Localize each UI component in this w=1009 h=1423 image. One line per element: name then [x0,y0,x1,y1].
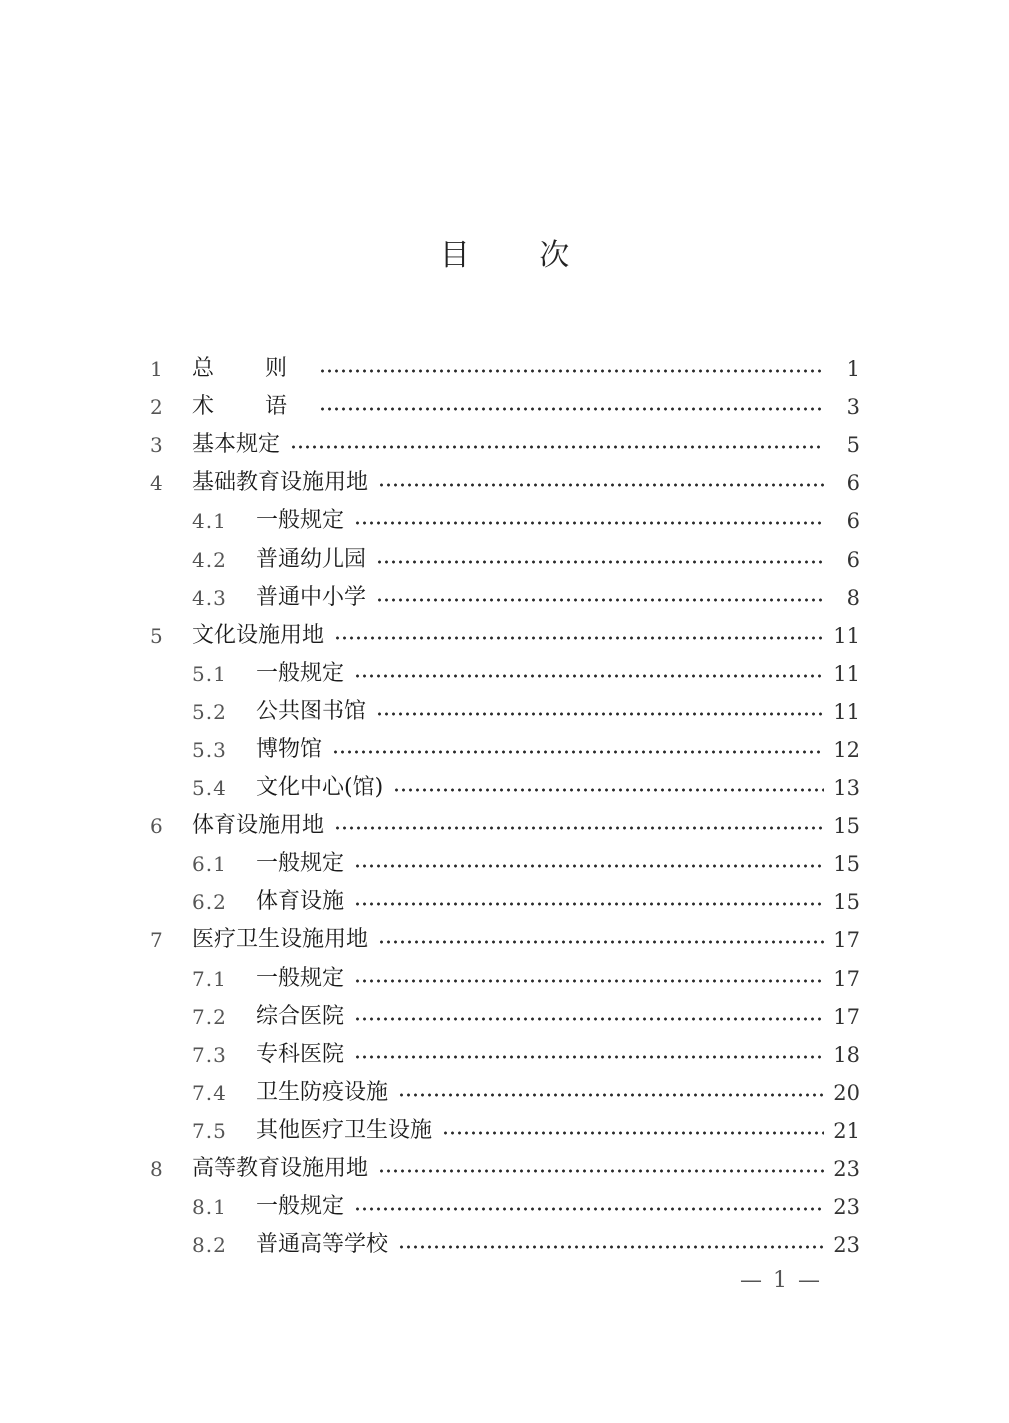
toc-entry-title: 医疗卫生设施用地 [192,927,369,953]
toc-entry-title: 基本规定 [192,432,281,458]
dot-leader [378,940,824,944]
toc-entry-title: 一般规定 [256,851,345,877]
toc-section-entry[interactable] [150,960,860,998]
dot-leader [319,369,824,373]
toc-entry-number: 7.4 [192,1080,227,1105]
toc-section-entry[interactable] [150,1188,860,1226]
toc-entry-title: 高等教育设施用地 [192,1156,369,1182]
toc-entry-title: 博物馆 [256,736,323,762]
toc-entry-page: 11 [833,623,860,648]
toc-section-entry[interactable] [150,731,860,769]
toc-entry-page: 1 [846,357,860,382]
dot-leader [378,483,824,487]
toc-entry-number: 8 [150,1157,163,1182]
toc-entry-number: 5 [150,623,163,648]
toc-entry-page: 12 [833,737,860,762]
toc-section-entry[interactable] [150,883,860,921]
dot-leader [376,712,824,716]
toc-entry-number: 7.3 [192,1042,227,1067]
dot-leader [334,826,824,830]
toc-entry-title: 普通高等学校 [256,1232,389,1258]
toc-chapter-entry[interactable] [150,426,860,464]
toc-chapter-entry[interactable] [150,807,860,845]
toc-entry-page: 21 [833,1118,860,1143]
toc-entry-number: 1 [150,357,163,382]
toc-section-entry[interactable] [150,1074,860,1112]
toc-section-entry[interactable] [150,579,860,617]
toc-entry-number: 8.1 [192,1195,227,1220]
toc-section-entry[interactable] [150,655,860,693]
toc-section-entry[interactable] [150,693,860,731]
toc-entry-page: 11 [833,661,860,686]
dot-leader [354,864,824,868]
dot-leader [378,1169,824,1173]
toc-entry-page: 23 [833,1195,860,1220]
toc-entry-page: 18 [833,1042,860,1067]
dot-leader [376,560,824,564]
toc-entry-page: 15 [833,814,860,839]
toc-entry-title: 体育设施用地 [192,813,325,839]
toc-entry-title: 一般规定 [256,965,345,991]
dot-leader [354,1055,824,1059]
toc-entry-number: 6 [150,814,163,839]
toc-entry-number: 7.1 [192,966,227,991]
dot-leader [393,788,824,792]
dot-leader [398,1093,824,1097]
toc-entry-title: 公共图书馆 [256,698,367,724]
toc-entry-number: 7.2 [192,1004,227,1029]
dot-leader [319,407,824,411]
toc-entry-number: 4.1 [192,509,227,534]
toc-entry-number: 7 [150,928,163,953]
toc-entry-number: 4 [150,471,163,496]
dot-leader [354,674,824,678]
toc-entry-page: 17 [833,966,860,991]
toc-entry-title: 综合医院 [256,1003,345,1029]
toc-entry-title: 一般规定 [256,508,345,534]
toc-entry-number: 4.2 [192,547,227,572]
toc-entry-number: 8.2 [192,1233,227,1258]
toc-chapter-entry[interactable] [150,1150,860,1188]
table-of-contents [150,350,860,1264]
toc-entry-number: 3 [150,433,163,458]
toc-chapter-entry[interactable] [150,388,860,426]
toc-section-entry[interactable] [150,845,860,883]
toc-entry-page: 23 [833,1233,860,1258]
toc-entry-title: 文化设施用地 [192,622,325,648]
toc-entry-title: 卫生防疫设施 [256,1079,389,1105]
dot-leader [354,902,824,906]
toc-entry-number: 5.1 [192,661,227,686]
toc-chapter-entry[interactable] [150,350,860,388]
toc-entry-title: 总 则 [192,356,309,382]
toc-entry-number: 5.4 [192,776,227,801]
toc-entry-page: 23 [833,1157,860,1182]
toc-entry-title: 体育设施 [256,889,345,915]
toc-entry-title: 专科医院 [256,1041,345,1067]
toc-entry-title: 一般规定 [256,1194,345,1220]
toc-entry-number: 5.2 [192,699,227,724]
page-number: — 1 — [740,1268,822,1293]
dot-leader [398,1245,824,1249]
toc-entry-page: 15 [833,852,860,877]
toc-entry-page: 6 [846,509,860,534]
toc-entry-title: 其他医疗卫生设施 [256,1117,433,1143]
dot-leader [354,979,824,983]
toc-section-entry[interactable] [150,540,860,578]
toc-entry-page: 3 [846,395,860,420]
toc-entry-number: 4.3 [192,585,227,610]
dot-leader [376,598,824,602]
toc-entry-title: 文化中心(馆) [256,775,384,801]
toc-entry-page: 6 [846,547,860,572]
dot-leader [332,750,824,754]
toc-entry-title: 基础教育设施用地 [192,470,369,496]
dot-leader [354,1207,824,1211]
toc-entry-title: 术 语 [192,394,309,420]
toc-entry-page: 20 [833,1080,860,1105]
dot-leader [290,445,824,449]
toc-entry-page: 11 [833,699,860,724]
toc-entry-page: 8 [846,585,860,610]
toc-entry-page: 13 [833,776,860,801]
toc-section-entry[interactable] [150,1036,860,1074]
toc-section-entry[interactable] [150,502,860,540]
toc-entry-number: 6.2 [192,890,227,915]
toc-section-entry[interactable] [150,998,860,1036]
toc-entry-title: 一般规定 [256,660,345,686]
toc-entry-title: 普通幼儿园 [256,546,367,572]
dot-leader [354,1017,824,1021]
toc-entry-number: 6.1 [192,852,227,877]
toc-entry-number: 2 [150,395,163,420]
toc-chapter-entry[interactable] [150,464,860,502]
toc-entry-page: 15 [833,890,860,915]
toc-section-entry[interactable] [150,1226,860,1264]
page-title: 目 次 [439,238,600,273]
dot-leader [334,636,824,640]
toc-chapter-entry[interactable] [150,617,860,655]
dot-leader [442,1131,824,1135]
toc-entry-number: 7.5 [192,1118,227,1143]
toc-chapter-entry[interactable] [150,921,860,959]
toc-entry-page: 5 [846,433,860,458]
toc-entry-number: 5.3 [192,737,227,762]
toc-section-entry[interactable] [150,1112,860,1150]
toc-section-entry[interactable] [150,769,860,807]
toc-entry-page: 6 [846,471,860,496]
dot-leader [354,521,824,525]
toc-entry-page: 17 [833,1004,860,1029]
toc-entry-page: 17 [833,928,860,953]
toc-entry-title: 普通中小学 [256,584,367,610]
